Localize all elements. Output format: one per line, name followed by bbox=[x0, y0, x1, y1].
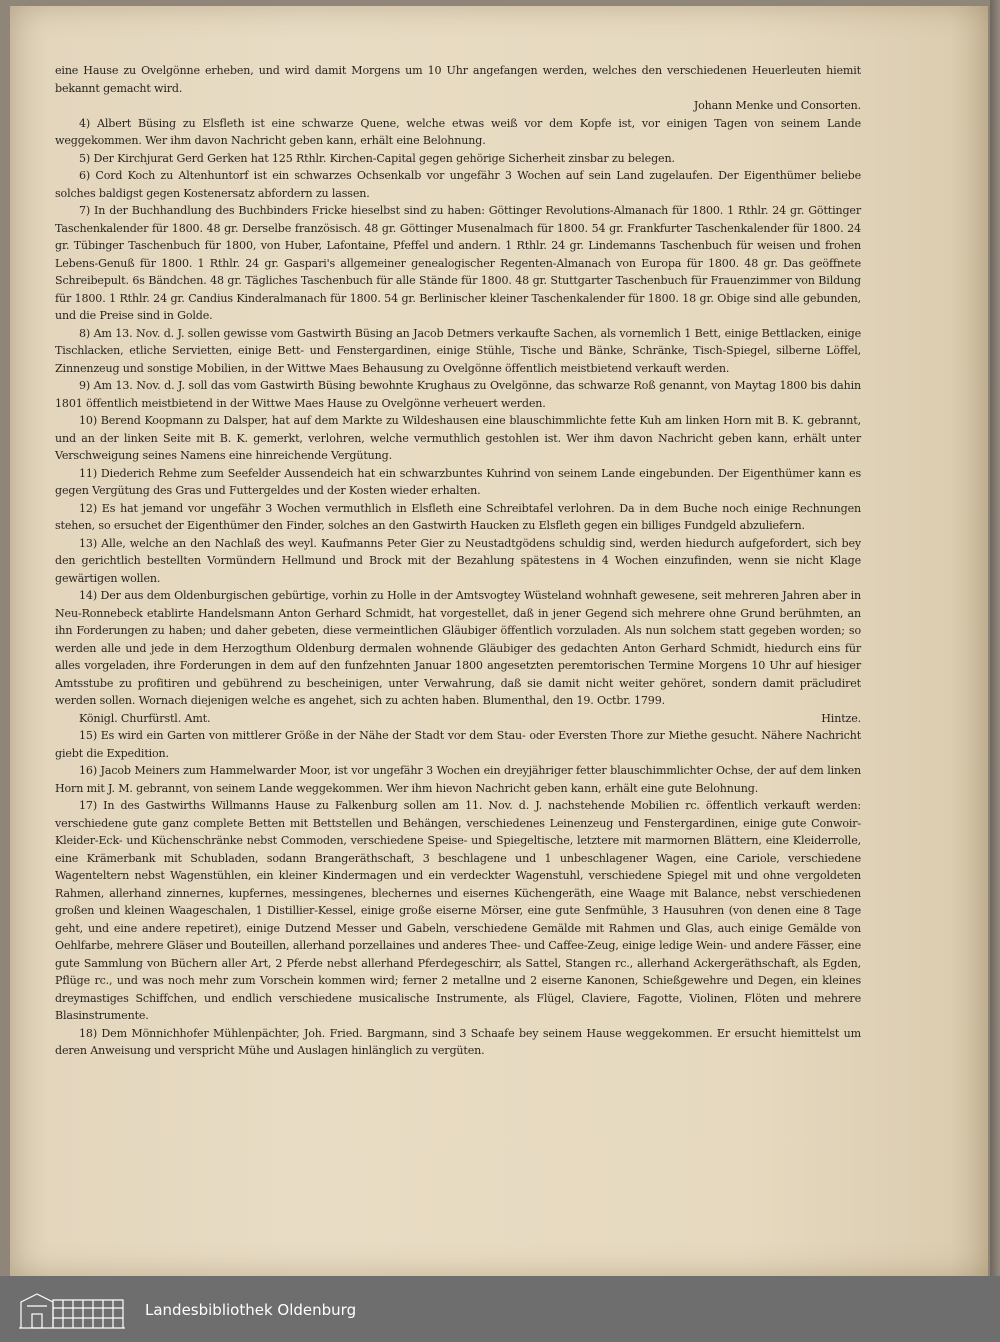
entry-7: 7) In der Buchhandlung des Buchbinders Fricke hieselbst sind zu haben: Göttinger Revolutions-Almanach für 1800. 1 Rthlr. 24 gr. Göttinger Taschenkalender für 1800. 48 gr. Derselbe französisch. 48 gr. Göttinger Musenalmach für 1800. 54 gr. Frankfurter Taschenkalender für 1800. 24 gr. Tübinger Taschenbuch für 1800, von Huber, Lafontaine, Pfeffel und andern. 1 Rthlr. 24 gr. Lindemanns Taschenbuch für weisen und frohen Lebens-Genuß für 1800. 1 Rthlr. 24 gr. Gaspari's allgemeiner genealogischer Regenten-Almanach von Europa für 1800. 48 gr. Das geöffnete Schreibepult. 6s Bändchen. 48 gr. Tägliches Taschenbuch für alle Stände für 1800. 48 gr. Stuttgarter Taschenbuch für Frauenzimmer von Bildung für 1800. 1 Rthlr. 24 gr. Candius Kinderalmanach für 1800. 54 gr. Berlinischer kleiner Taschenkalender für 1800. 18 gr. Obige sind alle gebunden, und die Preise sind in Golde. bbox=[55, 204, 861, 322]
entry-11: 11) Diederich Rehme zum Seefelder Aussendeich hat ein schwarzbuntes Kuhrind von seinem Lande eingebunden. Der Eigenthümer kann es gegen Vergütung des Gras und Futtergeldes und der Kosten wieder erhalten. bbox=[55, 466, 861, 497]
entry-4: 4) Albert Büsing zu Elsfleth ist eine schwarze Quene, welche etwas weiß vor dem Kopfe ist, vor einigen Tagen von seinem Lande weggekommen. Wer ihm davon Nachricht geben kann, erhält eine Belohnung. bbox=[55, 116, 861, 147]
document-text bbox=[55, 62, 861, 1060]
entry-9: 9) Am 13. Nov. d. J. soll das vom Gastwirth Büsing bewohnte Krughaus zu Ovelgönne, das schwarze Roß genannt, von Maytag 1800 bis dahin 1801 öffentlich meistbietend in der Wittwe Maes Hause zu Ovelgönne verheuert werden. bbox=[55, 379, 861, 410]
library-name: Landesbibliothek Oldenburg bbox=[145, 1301, 357, 1319]
entry-14: 14) Der aus dem Oldenburgischen gebürtige, vorhin zu Holle in der Amtsvogtey Wüsteland wohnhaft gewesene, seit mehreren Jahren aber in Neu-Ronnebeck etablirte Handelsmann Anton Gerhard Schmidt, hat vorgestellet, daß in jener Gegend sich mehrere ohne Grund berühmten, an ihn Forderungen zu haben; und daher gebeten, diese vermeintlichen Gläubiger öffentlich vorzuladen. Als nun solchem statt gegeben worden; so werden alle und jede in dem Herzogthum Oldenburg dermalen wohnende Gläubiger des gedachten Anton Gerhard Schmidt, hiedurch eins für alles vorgeladen, ihre Forderungen in dem auf den funfzehnten Januar 1800 angesetzten peremtorischen Termine Morgens 10 Uhr auf hiesiger Amtsstube zu profitiren und gebührend zu bescheinigen, unter Verwahrung, daß sie damit nicht weiter gehöret, sondern damit präcludiret werden sollen. Wornach diejenigen welche es angehet, sich zu achten haben. Blumenthal, den 19. Octbr. 1799. bbox=[55, 589, 861, 707]
entry-18: 18) Dem Mönnichhofer Mühlenpächter, Joh. Fried. Bargmann, sind 3 Schaafe bey seinem Hause weggekommen. Er ersucht hiemittelst um deren Anweisung und verspricht Mühe und Auslagen hinlänglich zu vergüten. bbox=[55, 1026, 861, 1057]
library-building-icon bbox=[17, 1288, 127, 1332]
signature-hintze: Hintze. bbox=[821, 711, 861, 725]
entry-10: 10) Berend Koopmann zu Dalsper, hat auf dem Markte zu Wildeshausen eine blauschimmlichte fette Kuh am linken Horn mit B. K. gebrannt, und an der linken Seite mit B. K. gemerkt, verlohren, welche vermuthlich gestohlen ist. Wer ihm davon Nachricht geben kann, erhält unter Verschweigung seines Namens eine hinreichende Vergütung. bbox=[55, 414, 861, 462]
entry-13: 13) Alle, welche an den Nachlaß des weyl. Kaufmanns Peter Gier zu Neustadtgödens schuldig sind, werden hiedurch aufgefordert, sich bey den gerichtlich bestellten Vormündern Hellmund und Brock mit der Bezahlung spätestens in 4 Wochen einzufinden, wenn sie nicht Klage gewärtigen wollen. bbox=[55, 536, 861, 585]
signature-line-amt bbox=[55, 710, 861, 728]
entry-15: 15) Es wird ein Garten von mittlerer Größe in der Nähe der Stadt vor dem Stau- oder Eversten Thore zur Miethe gesucht. Nähere Nachricht giebt die Expedition. bbox=[55, 729, 861, 760]
entry-16: 16) Jacob Meiners zum Hammelwarder Moor, ist vor ungefähr 3 Wochen ein dreyjähriger fetter blauschimmlichter Ochse, der auf dem linken Horn mit J. M. gebrannt, von seinem Lande weggekommen. Wer ihm hievon Nachricht geben kann, erhält eine gute Belohnung. bbox=[55, 764, 861, 795]
signature-amt: Königl. Churfürstl. Amt. bbox=[79, 711, 211, 725]
entry-6: 6) Cord Koch zu Altenhuntorf ist ein schwarzes Ochsenkalb vor ungefähr 3 Wochen auf sein Land zugelaufen. Der Eigenthümer beliebe solches baldigst gegen Kostenersatz abfordern zu lassen. bbox=[55, 169, 861, 200]
entry-continuation: eine Hause zu Ovelgönne erheben, und wird damit Morgens um 10 Uhr angefangen werden, welches den verschiedenen Heuerleuten hiemit bekannt gemacht wird. bbox=[55, 64, 861, 95]
footer-bar bbox=[0, 1276, 1000, 1342]
entry-17: 17) In des Gastwirths Willmanns Hause zu Falkenburg sollen am 11. Nov. d. J. nachstehende Mobilien rc. öffentlich verkauft werden: verschiedene gute ganz complete Betten mit Bettstellen und Behängen, verschiedenes Leinenzeug und Fenstergardinen, einige gute Conwoir-Kleider-Eck- und Küchenschränke nebst Commoden, verschiedene Speise- und Spiegeltische, letztere mit marmornen Blättern, eine Kleiderrolle, eine Krämerbank mit Schubladen, sodann Brangeräthschaft, 3 beschlagene und 1 unbeschlagener Wagen, eine Cariole, verschiedene Wagenteltern nebst Wagenstühlen, ein kleiner Kindermagen und ein verdeckter Wagenstuhl, verschiedene Spiegel mit und ohne vergoldeten Rahmen, allerhand zinnernes, kupfernes, messingenes, blechernes und eisernes Küchengeräth, eine Waage mit Balance, nebst verschiedenen großen und kleinen Waageschalen, 1 Distillier-Kessel, einige große eiserne Mörser, eine gute Senfmühle, 3 Hausuhren (von denen eine 8 Tage geht, und eine andere repetiret), einige Dutzend Messer und Gabeln, verschiedene Gemälde mit Rahmen und Glas, auch einige Gemälde von Oehlfarbe, mehrere Gläser und Bouteillen, allerhand porzellaines und anderes Thee- und Caffee-Zeug, einige ledige Wein- und andere Fässer, eine gute Sammlung von Büchern aller Art, 2 Pferde nebst allerhand Pferdegeschirr, als Sattel, Stangen rc., allerhand Ackergeräthschaft, als Egden, Pflüge rc., und was noch mehr zum Vorschein kommen wird; ferner 2 metallne und 2 eiserne Kanonen, Schießgewehre und Degen, ein kleines dreymastiges Schiffchen, und endlich verschiedene musicalische Instrumente, als Flügel, Claviere, Fagotte, Violinen, Flöten und mehrere Blasinstrumente. bbox=[55, 799, 861, 1022]
signature-menke: Johann Menke und Consorten. bbox=[693, 99, 861, 112]
page-edge bbox=[990, 0, 1000, 1342]
entry-12: 12) Es hat jemand vor ungefähr 3 Wochen vermuthlich in Elsfleth eine Schreibtafel verlohren. Da in dem Buche noch einige Rechnungen stehen, so ersuchet der Eigenthümer den Finder, solches an den Gastwirth Haucken zu Elsfleth gegen ein billiges Fundgeld abzuliefern. bbox=[55, 501, 861, 532]
entry-8: 8) Am 13. Nov. d. J. sollen gewisse vom Gastwirth Büsing an Jacob Detmers verkaufte Sachen, als vornemlich 1 Bett, einige Bettlacken, einige Tischlacken, etliche Servietten, einige Bett- und Fenstergardinen, einige Stühle, Tische und Bänke, Schränke, Tisch-Spiegel, silberne Löffel, Zinnenzeug und sonstige Mobilien, in der Wittwe Maes Behausung zu Ovelgönne öffentlich meistbietend verkauft werden. bbox=[55, 326, 861, 375]
entry-5: 5) Der Kirchjurat Gerd Gerken hat 125 Rthlr. Kirchen-Capital gegen gehörige Sicherheit zinsbar zu belegen. bbox=[79, 151, 675, 165]
